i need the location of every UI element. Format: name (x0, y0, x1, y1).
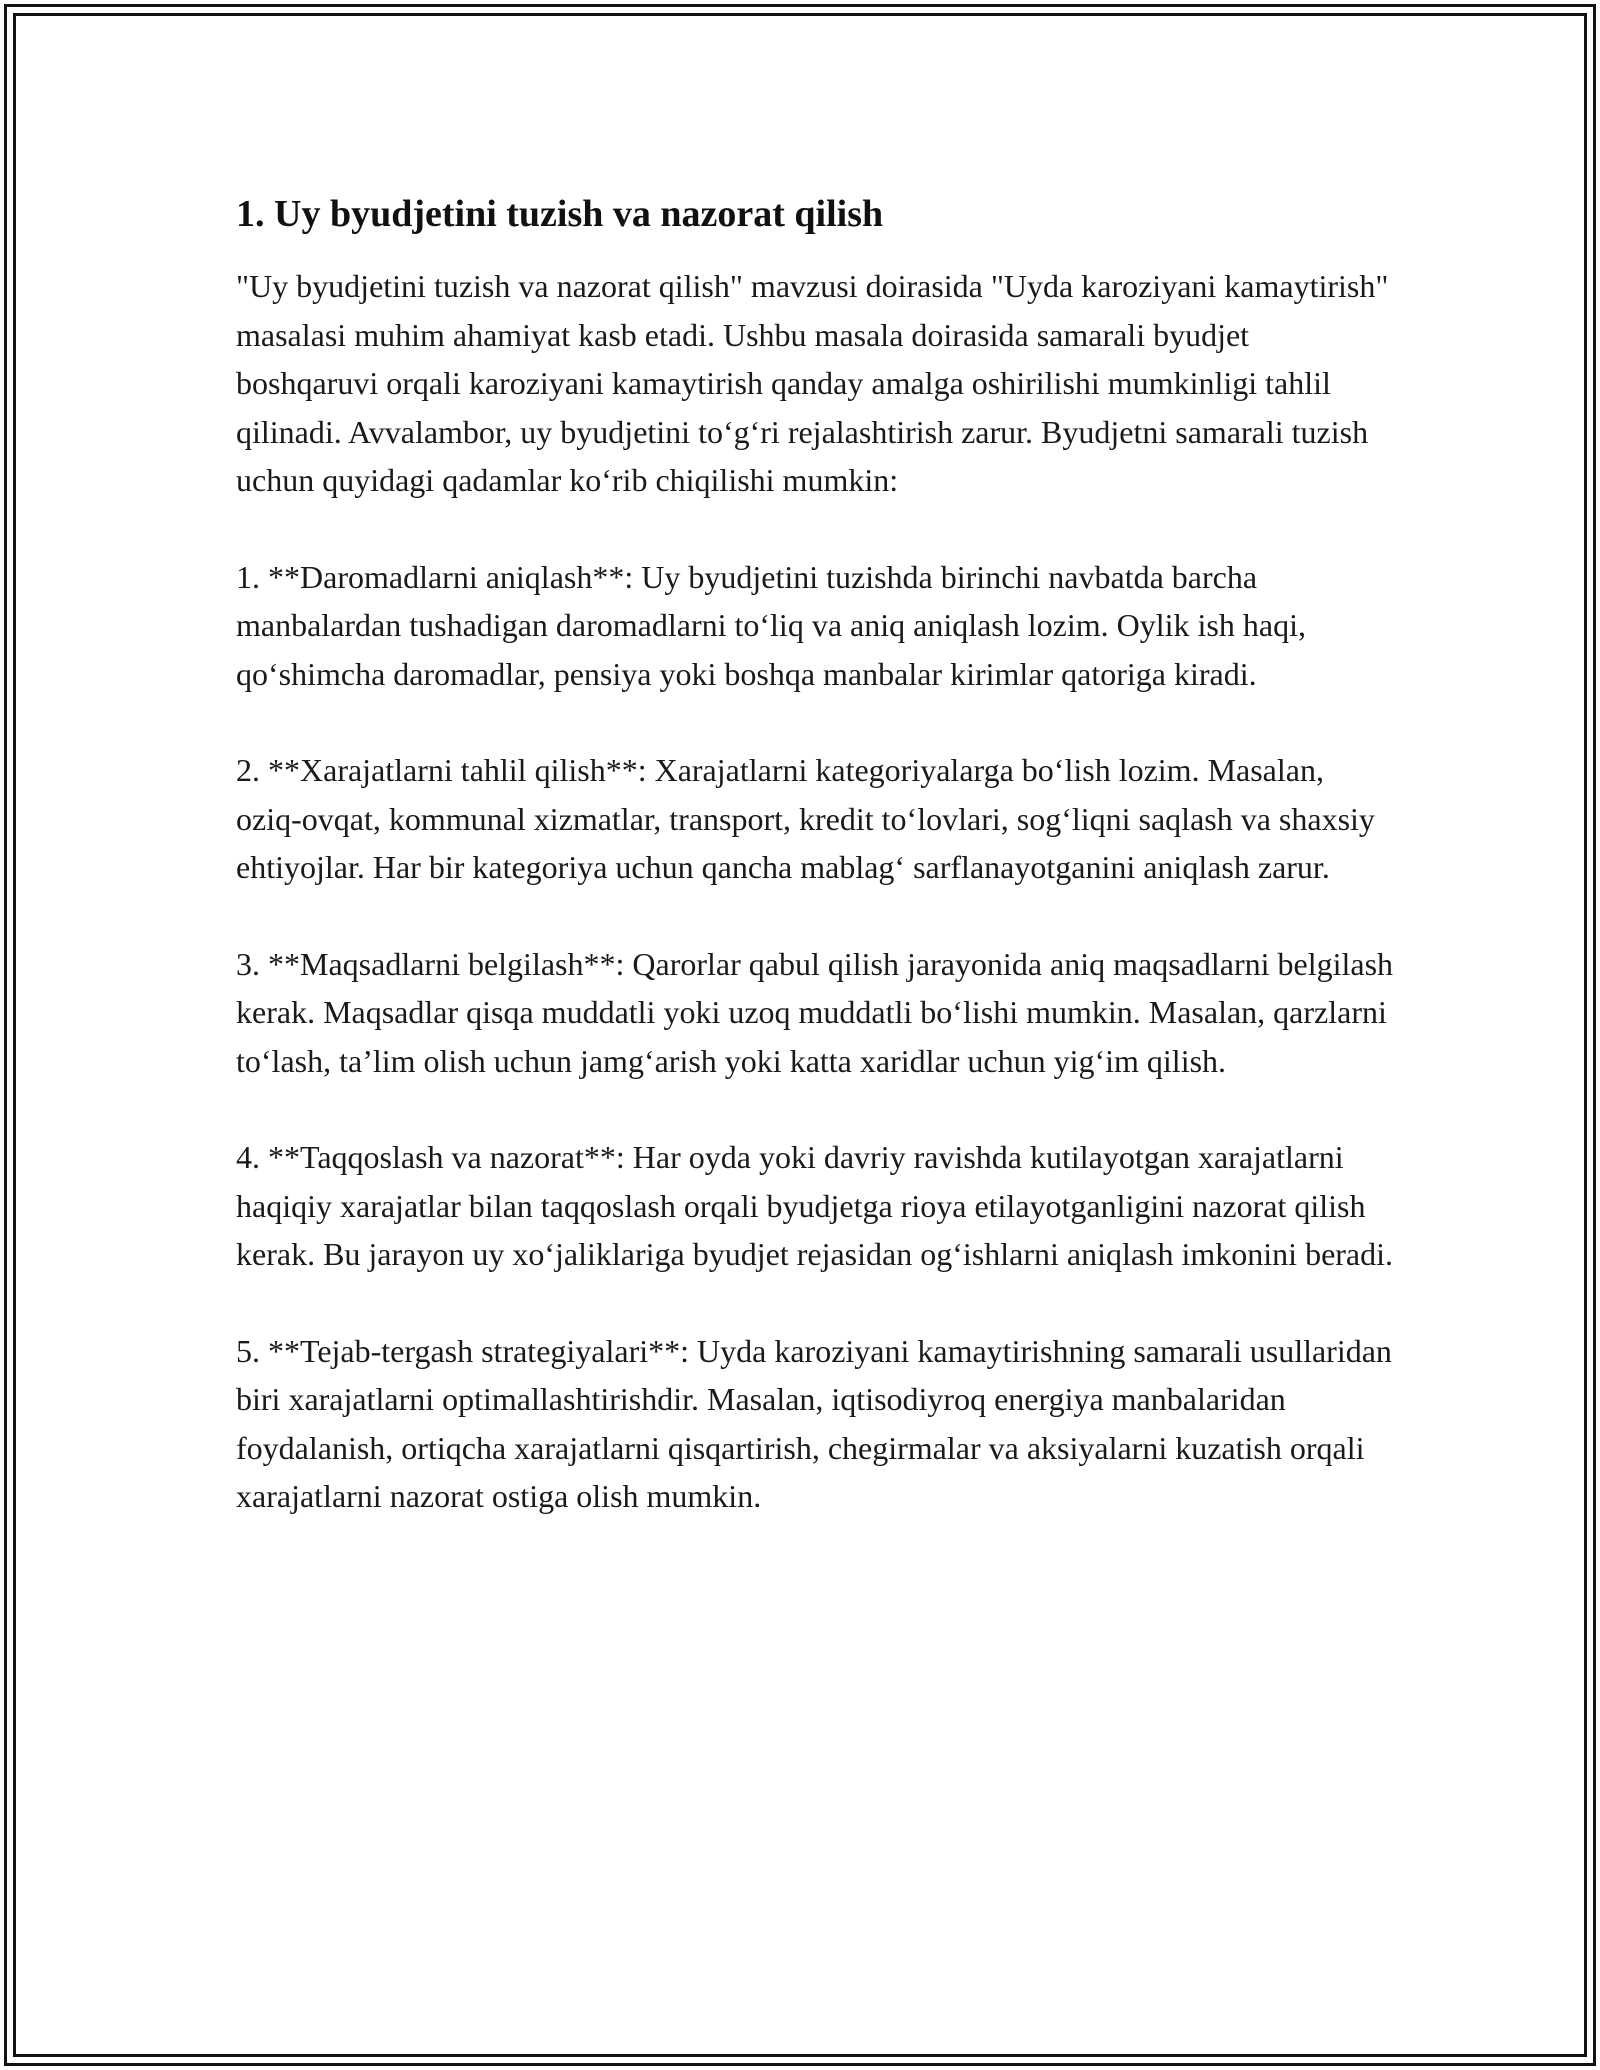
list-item-income: 1. **Daromadlarni aniqlash**: Uy byudjetini tuzishda birinchi navbatda barcha manbalardan tushadigan daromadlarni to‘liq va aniq aniqlash lozim. Oylik ish haqi, qo‘shimcha daromadlar, pensiya yoki boshqa manbalar kirimlar qatoriga kiradi. (236, 558, 1306, 692)
document-title: 1. Uy byudjetini tuzish va nazorat qilish (236, 193, 884, 235)
list-item-saving-strategies: 5. **Tejab-tergash strategiyalari**: Uyda karoziyani kamaytirishning samarali usullaridan biri xarajatlarni optimallashtirishdir. Masalan, iqtisodiyroq energiya manbalaridan foydalanish, ortiqcha xarajatlarni qisqartirish, chegirmalar va aksiyalarni kuzatish orqali xarajatlarni nazorat ostiga olish mumkin. (236, 1332, 1392, 1514)
document-body (236, 186, 1396, 1569)
list-item-control: 4. **Taqqoslash va nazorat**: Har oyda yoki davriy ravishda kutilayotgan xarajatlarni haqiqiy xarajatlar bilan taqqoslash orqali byudjetga rioya etilayotganligini nazorat qilish kerak. Bu jarayon uy xo‘jaliklariga byudjet rejasidan og‘ishlarni aniqlash imkonini beradi. (236, 1139, 1394, 1272)
list-item-goals: 3. **Maqsadlarni belgilash**: Qarorlar qabul qilish jarayonida aniq maqsadlarni belgilash kerak. Maqsadlar qisqa muddatli yoki uzoq muddatli bo‘lishi mumkin. Masalan, qarzlarni to‘lash, ta’lim olish uchun jamg‘arish yoki katta xaridlar uchun yig‘im qilish. (236, 945, 1394, 1079)
intro-paragraph: "Uy byudjetini tuzish va nazorat qilish" mavzusi doirasida "Uyda karoziyani kamaytirish" masalasi muhim ahamiyat kasb etadi. Ushbu masala doirasida samarali byudjet boshqaruvi orqali karoziyani kamaytirish qanday amalga oshirilishi mumkinligi tahlil qilinadi. Avvalambor, uy byudjetini to‘g‘ri rejalashtirish zarur. Byudjetni samarali tuzish uchun quyidagi qadamlar ko‘rib chiqilishi mumkin: (236, 268, 1389, 498)
list-item-expenses: 2. **Xarajatlarni tahlil qilish**: Xarajatlarni kategoriyalarga bo‘lish lozim. Masalan, oziq-ovqat, kommunal xizmatlar, transport, kredit to‘lovlari, sog‘liqni saqlash va shaxsiy ehtiyojlar. Har bir kategoriya uchun qancha mablag‘ sarflanayotganini aniqlash zarur. (236, 752, 1375, 885)
